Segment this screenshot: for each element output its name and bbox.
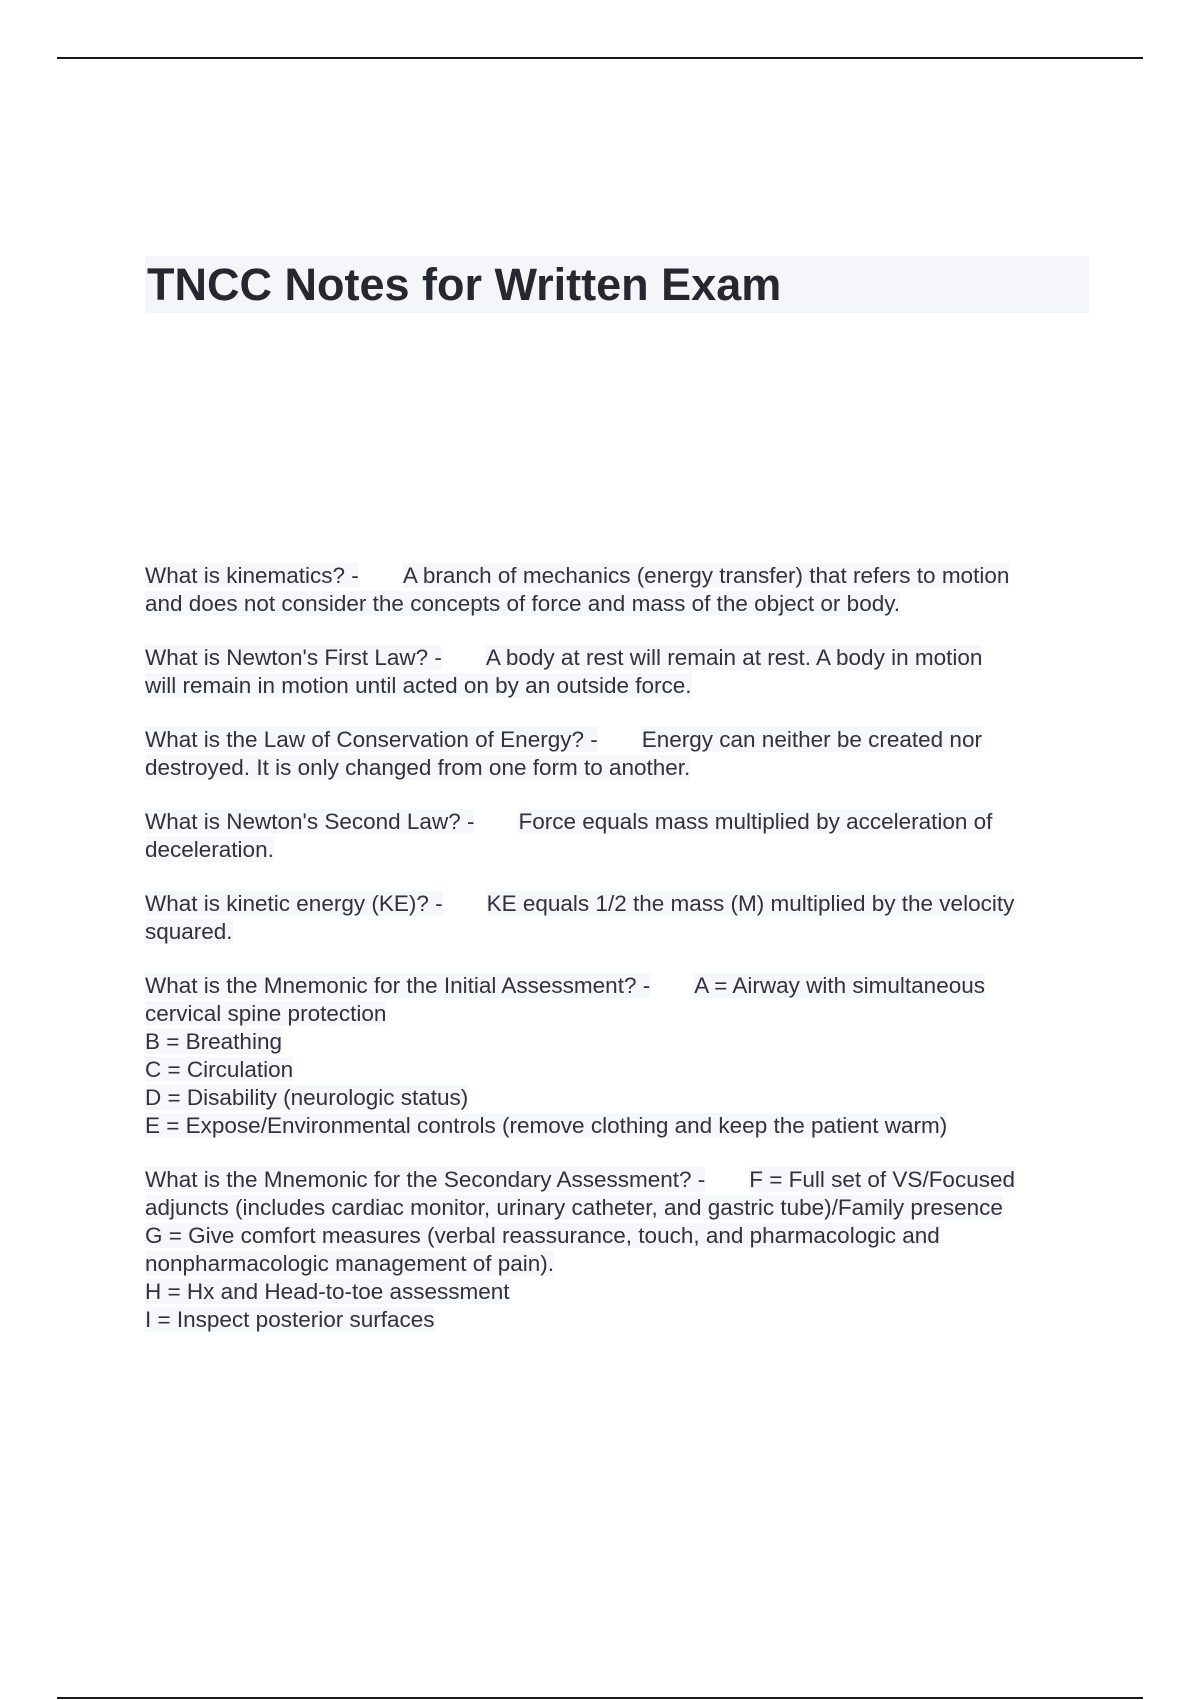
qa-answer-line: deceleration. [145, 837, 274, 862]
qa-answer-line: E = Expose/Environmental controls (remove clothing and keep the patient warm) [145, 1113, 948, 1138]
qa-question: What is the Mnemonic for the Initial Assessment? - [145, 973, 651, 998]
qa-first-line [145, 562, 1095, 590]
qa-item-kinetic-energy [145, 890, 1095, 946]
qa-first-line [145, 972, 1095, 1000]
qa-answer-line: Force equals mass multiplied by acceleration of [518, 809, 993, 834]
qa-answer-line: and does not consider the concepts of force and mass of the object or body. [145, 591, 901, 616]
qa-answer-line: F = Full set of VS/Focused [749, 1167, 1015, 1192]
qa-answer-line: will remain in motion until acted on by an outside force. [145, 673, 692, 698]
qa-first-line [145, 1166, 1095, 1194]
qa-question: What is Newton's First Law? - [145, 645, 442, 670]
qa-answer-line: G = Give comfort measures (verbal reassurance, touch, and pharmacologic and [145, 1223, 940, 1248]
qa-answer-line: H = Hx and Head-to-toe assessment [145, 1279, 510, 1304]
qa-answer-line: B = Breathing [145, 1029, 282, 1054]
qa-answer-line: cervical spine protection [145, 1001, 387, 1026]
qa-answer-line: adjuncts (includes cardiac monitor, urinary catheter, and gastric tube)/Family presence [145, 1195, 1003, 1220]
qa-question: What is Newton's Second Law? - [145, 809, 475, 834]
qa-answer-line: A = Airway with simultaneous [694, 973, 985, 998]
qa-answer-line: Energy can neither be created nor [641, 727, 982, 752]
qa-answer-line: A body at rest will remain at rest. A body in motion [485, 645, 983, 670]
qa-question: What is kinetic energy (KE)? - [145, 891, 443, 916]
qa-list [145, 562, 1095, 1360]
qa-answer-line: destroyed. It is only changed from one form to another. [145, 755, 691, 780]
qa-question: What is the Law of Conservation of Energy? - [145, 727, 598, 752]
qa-answer-line: I = Inspect posterior surfaces [145, 1307, 435, 1332]
qa-first-line [145, 890, 1095, 918]
qa-item-initial-assessment [145, 972, 1095, 1140]
qa-answer-line: squared. [145, 919, 233, 944]
qa-answer-line: C = Circulation [145, 1057, 294, 1082]
page-title: TNCC Notes for Written Exam [145, 256, 1089, 313]
qa-question: What is kinematics? - [145, 563, 359, 588]
qa-question: What is the Mnemonic for the Secondary Assessment? - [145, 1167, 706, 1192]
header-rule [57, 57, 1143, 59]
qa-item-secondary-assessment [145, 1166, 1095, 1334]
footer-rule [57, 1697, 1143, 1699]
qa-first-line [145, 808, 1095, 836]
qa-answer-line: A branch of mechanics (energy transfer) that refers to motion [402, 563, 1010, 588]
qa-answer-line: nonpharmacologic management of pain). [145, 1251, 554, 1276]
qa-answer-line: KE equals 1/2 the mass (M) multiplied by the velocity [486, 891, 1015, 916]
qa-item-newton-first-law [145, 644, 1095, 700]
qa-item-conservation-of-energy [145, 726, 1095, 782]
qa-item-kinematics [145, 562, 1095, 618]
qa-item-newton-second-law [145, 808, 1095, 864]
qa-first-line [145, 726, 1095, 754]
qa-answer-line: D = Disability (neurologic status) [145, 1085, 469, 1110]
qa-first-line [145, 644, 1095, 672]
